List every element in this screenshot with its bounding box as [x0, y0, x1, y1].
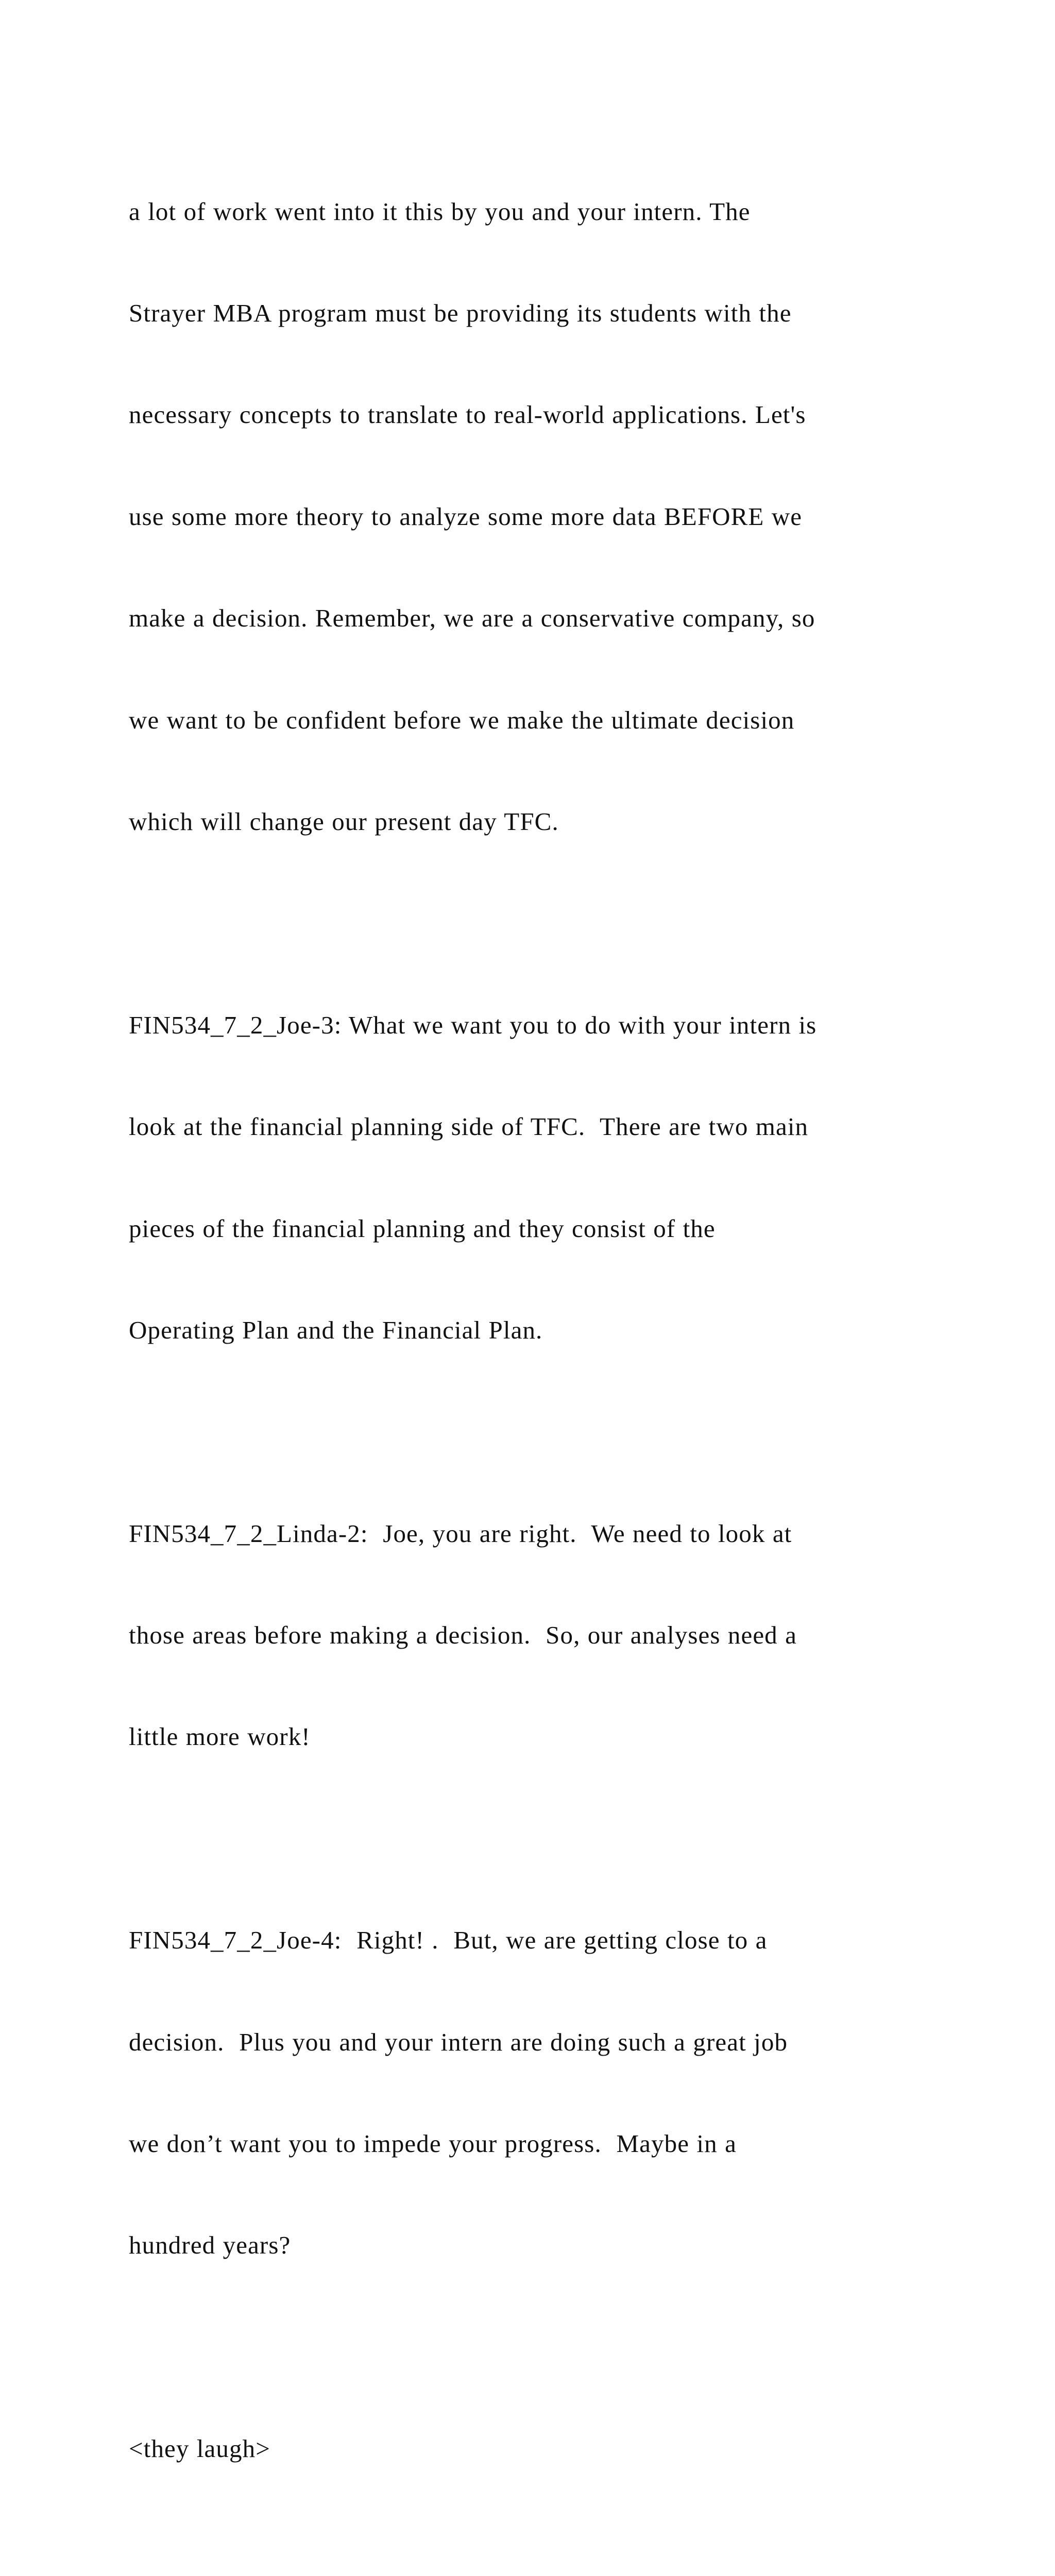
paragraph-they-laugh	[129, 2364, 979, 2534]
text-line: those areas before making a decision. So, our analyses need a	[129, 1621, 797, 1650]
text-line: necessary concepts to translate to real-world applications. Let's	[129, 400, 806, 429]
text-line: FIN534_7_2_Linda-2: Joe, you are right. We need to look at	[129, 1519, 792, 1548]
text-line: Operating Plan and the Financial Plan.	[129, 1315, 543, 1344]
paragraph-intro	[129, 127, 979, 906]
text-line: decision. Plus you and your intern are doing such a great job	[129, 2027, 788, 2056]
paragraph-joe-3	[129, 940, 979, 1415]
text-line: which will change our present day TFC.	[129, 807, 559, 836]
paragraph-linda-2	[129, 1449, 979, 1822]
text-line: we don’t want you to impede your progress. Maybe in a	[129, 2129, 737, 2158]
text-line: little more work!	[129, 1722, 311, 1751]
text-line: a lot of work went into it this by you and your intern. The	[129, 197, 751, 226]
paragraph-joe-4	[129, 1856, 979, 2330]
text-line: make a decision. Remember, we are a conservative company, so	[129, 604, 815, 633]
text-line: we want to be confident before we make the ultimate decision	[129, 705, 795, 734]
text-line: FIN534_7_2_Joe-4: Right! . But, we are getting close to a	[129, 1926, 768, 1955]
text-line: hundred years?	[129, 2231, 291, 2260]
document-body	[129, 127, 979, 2576]
paragraph-linda-3	[129, 2567, 979, 2576]
text-line: Strayer MBA program must be providing its students with the	[129, 298, 792, 327]
text-line: look at the financial planning side of TFC. There are two main	[129, 1112, 809, 1141]
text-line: pieces of the financial planning and they consist of the	[129, 1214, 716, 1243]
text-line: use some more theory to analyze some more data BEFORE we	[129, 502, 803, 531]
text-line: FIN534_7_2_Joe-3: What we want you to do with your intern is	[129, 1010, 817, 1039]
text-line: <they laugh>	[129, 2434, 270, 2463]
